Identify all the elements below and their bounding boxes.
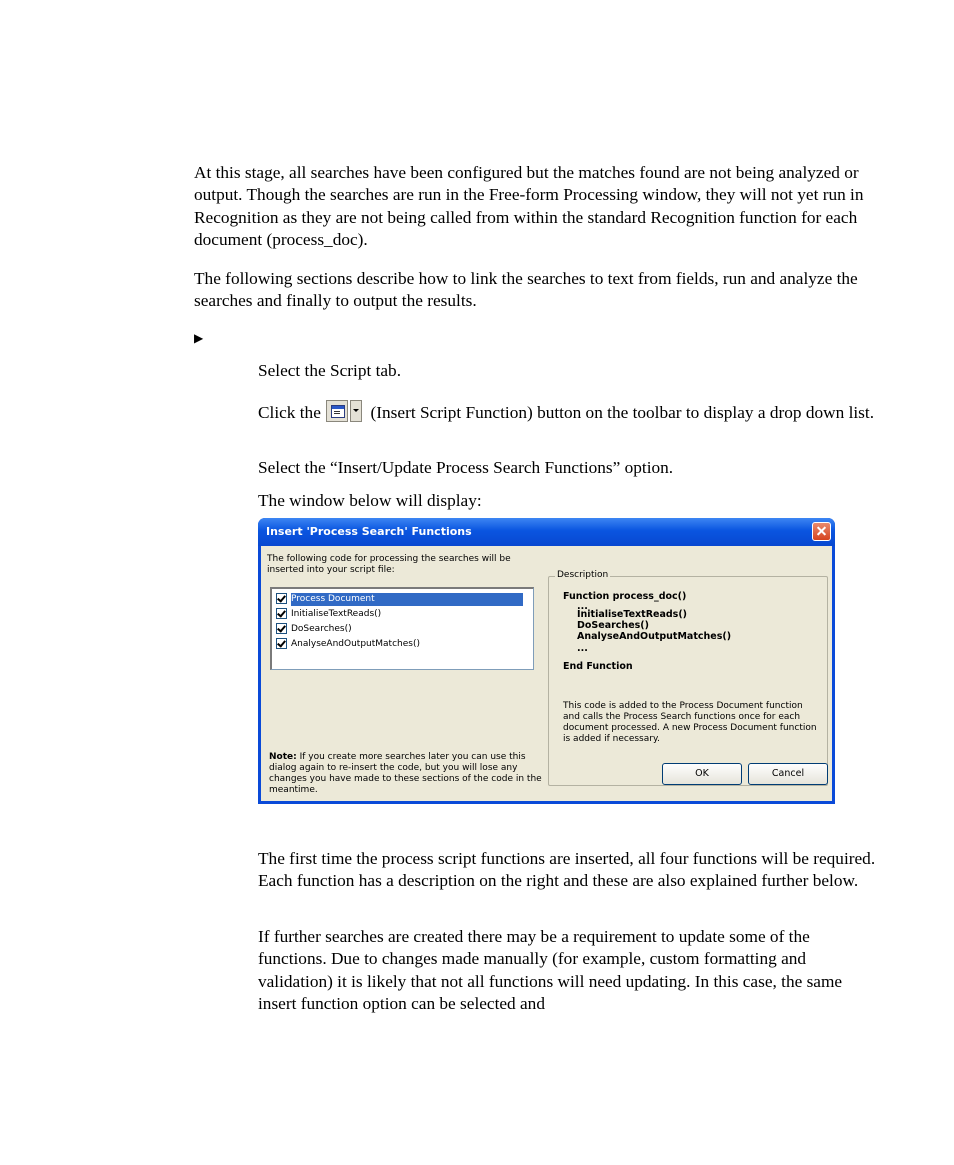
checkbox-checked-icon[interactable] (276, 593, 287, 604)
step-select-script-tab: Select the Script tab. (258, 361, 402, 380)
list-item-label: DoSearches() (291, 624, 352, 634)
insert-process-search-dialog (258, 518, 835, 804)
sections-paragraph: The following sections describe how to link the searches to text from fields, run and analyze the searches and finally to output the results. (194, 269, 858, 311)
cancel-button[interactable]: Cancel (748, 763, 828, 785)
list-item-initialise-text-reads[interactable] (276, 606, 532, 621)
step-window-display: The window below will display: (258, 491, 482, 510)
procedure-bullet-icon: ▶ (194, 331, 204, 345)
description-group (548, 570, 828, 786)
ok-button[interactable]: OK (662, 763, 742, 785)
description-legend: Description (557, 570, 609, 580)
step-text-before: Click the (258, 403, 326, 422)
note-label: Note: (269, 752, 297, 762)
code-ellipsis: ... (577, 601, 588, 612)
code-call-initialise: InitialiseTextReads() (577, 609, 688, 620)
step-select-option: Select the “Insert/Update Process Search Functions” option. (258, 458, 674, 477)
close-icon[interactable] (812, 522, 831, 541)
dialog-note (269, 752, 544, 796)
list-item-do-searches[interactable] (276, 621, 532, 636)
insert-script-function-icon (326, 400, 364, 424)
checkbox-checked-icon[interactable] (276, 623, 287, 634)
further-searches-paragraph: If further searches are created there may be a requirement to update some of the functions. Due to changes made manually (for example, custom formatting and validation) it is likely that not all functions will need updating. In this case, the same insert function option can be selected and (258, 927, 843, 1013)
list-item-label: InitialiseTextReads() (291, 609, 382, 619)
dialog-title: Insert 'Process Search' Functions (266, 525, 472, 538)
step-text-after: (Insert Script Function) button on the toolbar to display a drop down list. (366, 403, 875, 422)
code-call-dosearches: DoSearches() (577, 620, 649, 631)
list-item-analyse-and-output[interactable] (276, 636, 532, 651)
note-text: If you create more searches later you can use this dialog again to re-insert the code, but you will lose any changes you have made to these sections of the code in the meantime. (269, 752, 542, 795)
checkbox-checked-icon[interactable] (276, 608, 287, 619)
first-time-paragraph: The first time the process script functions are inserted, all four functions will be required. Each function has a description on the right and these are also explained further below. (258, 849, 876, 891)
intro-paragraph: At this stage, all searches have been configured but the matches found are not being analyzed or output. Though the searches are run in the Free-form Processing window, they will not yet run in Recognition as they are not being called from within the standard Recognition function for each document (process_doc). (194, 163, 864, 249)
dialog-intro-text: The following code for processing the searches will be inserted into your script file: (267, 554, 511, 575)
list-item-process-document[interactable] (276, 591, 532, 606)
dialog-body (261, 546, 832, 801)
code-call-analyse: AnalyseAndOutputMatches() (577, 631, 732, 642)
dropdown-arrow-icon (350, 400, 362, 422)
list-item-label: Process Document (291, 593, 523, 606)
step-click-insert-button (258, 394, 898, 424)
code-function-line: Function process_doc() (563, 591, 687, 602)
description-text: This code is added to the Process Document function and calls the Process Search functions once for each document processed. A new Process Document function is added if necessary. (563, 701, 817, 744)
code-end-function: End Function (563, 661, 633, 672)
list-item-label: AnalyseAndOutputMatches() (291, 639, 420, 649)
dialog-titlebar[interactable] (258, 518, 835, 546)
checkbox-checked-icon[interactable] (276, 638, 287, 649)
code-ellipsis: ... (577, 643, 588, 654)
function-checklist[interactable] (270, 587, 534, 670)
script-window-icon (326, 400, 348, 422)
